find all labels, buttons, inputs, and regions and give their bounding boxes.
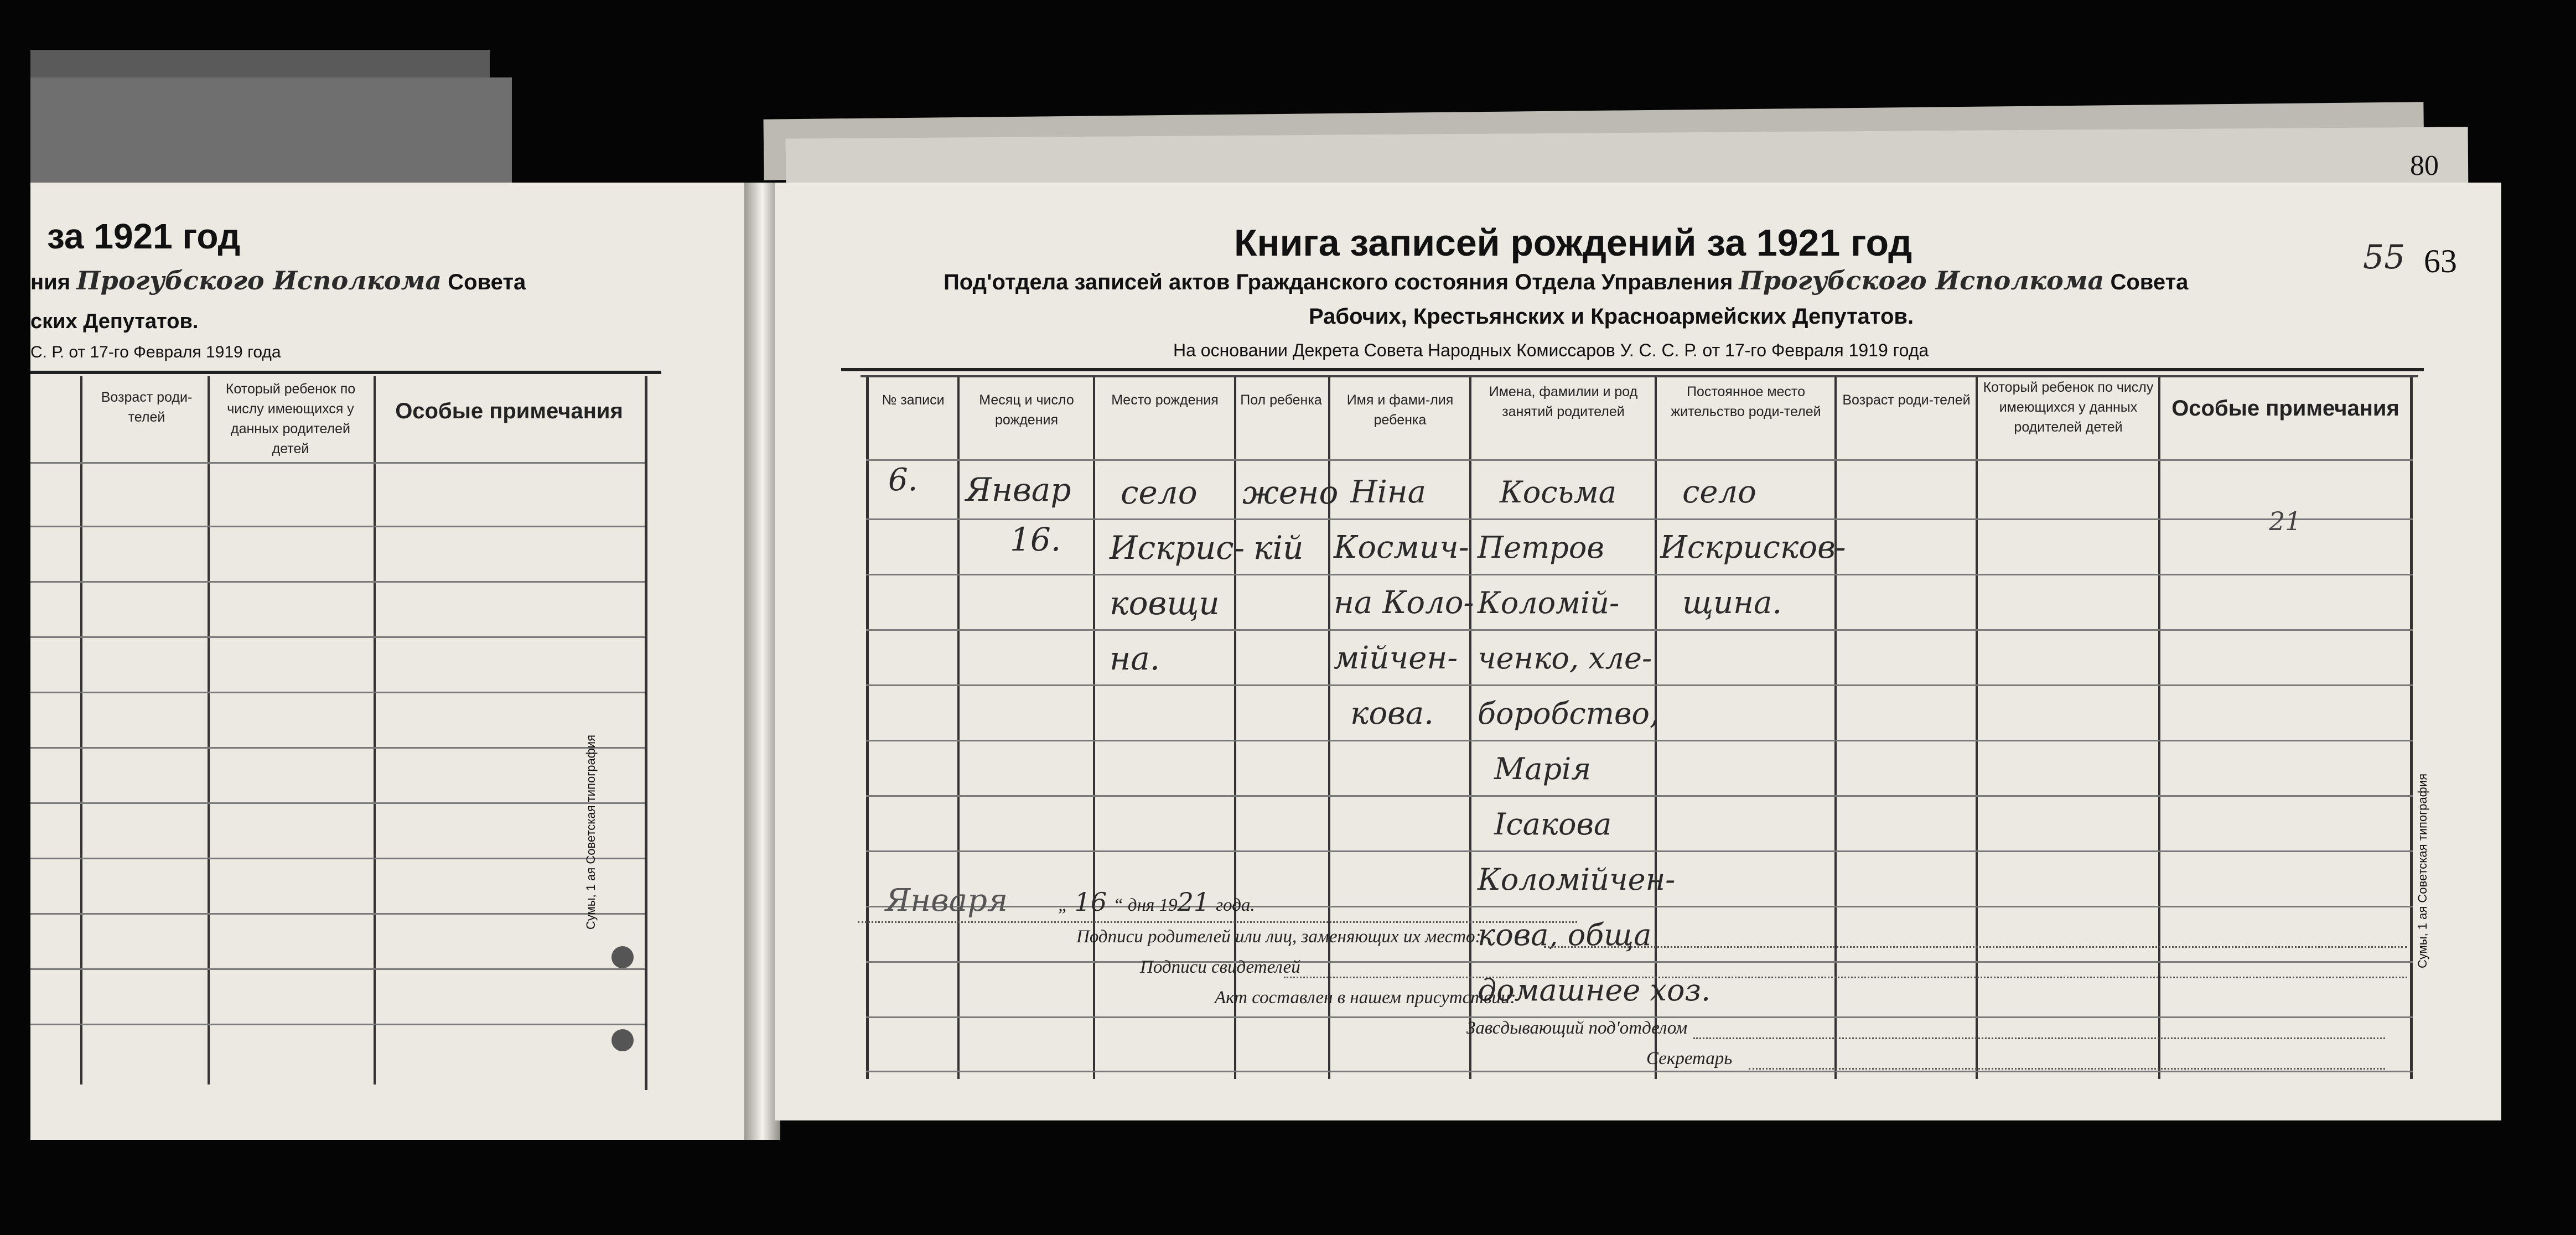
left-col-child-order: Который ребенок по числу имеющихся у данных родителей детей: [225, 381, 356, 456]
sig-secretary-line: [1749, 1068, 2385, 1070]
date-line-day-suffix: “ дня 19: [1113, 895, 1178, 915]
record-residence: село Искрисков- щина.: [1660, 474, 1846, 621]
record-child-name: Ніна Космич- на Коло- мійчен- кова.: [1334, 474, 1474, 731]
binding-hole-1: [611, 946, 634, 968]
left-line2-prefix: ния: [30, 270, 71, 294]
date-line-year: 21: [1177, 887, 1210, 917]
col-child-order: Который ребенок по числу имеющихся у данных родителей детей: [1983, 380, 2154, 435]
col-birth-date: Месяц и число рождения: [979, 392, 1074, 428]
col-residence: Постоянное место жительство роди-телей: [1671, 384, 1821, 419]
left-decree: С. Р. от 17-го Февраля 1919 года: [30, 343, 281, 361]
right-rule: [841, 368, 2424, 371]
sig-act-label: Акт составлен в нашем присутствии:: [1215, 988, 1516, 1008]
left-printer-mark: Сумы, 1 ая Советская типография: [584, 735, 598, 930]
left-line2-handwritten: Прогубского Исполкома: [76, 266, 442, 295]
date-line-day-prefix: „: [1058, 895, 1069, 915]
left-line2-suffix: Совета: [448, 270, 526, 294]
left-line2: [30, 266, 526, 295]
col-child-sex: Пол ребенка: [1240, 392, 1322, 408]
sig-head-label: Завсдывающий под'отделом: [1466, 1018, 1688, 1038]
col-parents-age: Возраст роди-телей: [1842, 392, 1971, 408]
sig-parents-line: [1544, 946, 2407, 948]
right-page-number-55: 55: [2363, 238, 2406, 277]
binding-hole-2: [611, 1029, 634, 1051]
sig-witnesses-line: [1284, 977, 2407, 978]
right-subtitle-line2: Рабочих, Крестьянских и Красноармейских Депутатов.: [1309, 304, 1914, 329]
birth-date-month: Январ: [966, 471, 1071, 508]
col-birth-place: Место рождения: [1111, 392, 1219, 408]
col-special-notes: Особые примечания: [2171, 396, 2399, 421]
date-line-day: 16: [1074, 887, 1107, 917]
col-parents: Имена, фамилии и род занятий родителей: [1489, 384, 1638, 419]
left-col-notes: Особые примечания: [395, 399, 623, 423]
right-page: [775, 150, 2501, 1120]
left-line3: ских Депутатов.: [30, 310, 199, 333]
right-printer-mark: Сумы, 1 ая Советская типография: [2416, 774, 2429, 968]
left-col-age: Возраст роди-телей: [101, 390, 193, 425]
col-child-name: Имя и фами-лия ребенка: [1346, 392, 1454, 428]
record-birth-place: село Искрис- ковщи на.: [1110, 474, 1245, 677]
record-number: 6.: [888, 462, 918, 498]
right-subtitle: [944, 266, 2188, 295]
record-notes: 21: [2269, 506, 2302, 536]
left-year-title: за 1921 год: [47, 216, 241, 256]
sig-witnesses-label: Подписи свидетелей: [1140, 957, 1300, 977]
date-line: [885, 883, 1255, 919]
sig-parents-label: Подписи родителей или лиц, заменяющих их место:: [1076, 927, 1481, 947]
birth-date-day: 16.: [1010, 521, 1061, 558]
left-page: [30, 183, 766, 1140]
back-page-strip-gray: [30, 77, 512, 183]
right-page-number-63: 63: [2424, 243, 2457, 279]
record-birth-date: [966, 465, 1071, 564]
right-title: Книга записей рождений за 1921 год: [1234, 222, 1912, 264]
date-line-word-year: года.: [1216, 895, 1255, 915]
right-subtitle-handwritten: Прогубского Исполкома: [1739, 266, 2105, 295]
col-record-number: № записи: [882, 392, 945, 408]
sig-head-line: [1693, 1037, 2385, 1039]
sig-secretary-label: Секретарь: [1646, 1049, 1733, 1068]
date-line-month: Января: [885, 883, 1008, 919]
record-parents: Косьма Петров Коломій- ченко, хле- боробство, Марія Ісакова Коломійчен- кова, обща домашнее хоз.: [1478, 475, 1711, 1008]
right-subtitle-prefix: Под'отдела записей актов Гражданского состояния Отдела Управления: [944, 270, 1733, 294]
back-page-strip-top: [30, 50, 490, 77]
right-page-number-80: 80: [2410, 150, 2439, 181]
right-subtitle-suffix: Совета: [2110, 270, 2189, 294]
record-child-sex: жено кій: [1242, 474, 1339, 567]
left-rule: [30, 371, 661, 374]
right-decree: На основании Декрета Совета Народных Комиссаров У. С. С. Р. от 17-го Февраля 1919 года: [1173, 340, 1929, 360]
